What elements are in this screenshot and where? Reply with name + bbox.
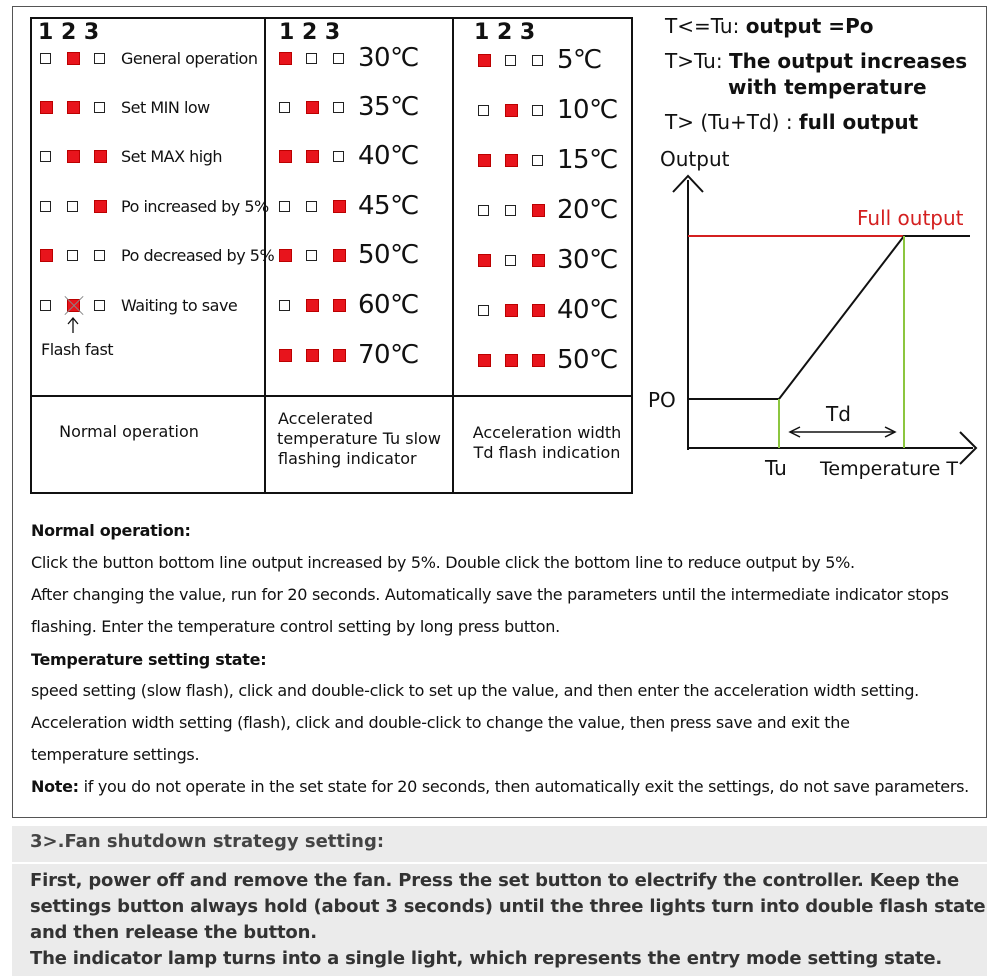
led-2 bbox=[505, 55, 516, 66]
led-2 bbox=[67, 101, 80, 114]
legend-text: T>Tu: bbox=[665, 49, 729, 73]
section-title: 3>.Fan shutdown strategy setting: bbox=[30, 831, 385, 852]
tu-row bbox=[279, 240, 419, 270]
led-3 bbox=[532, 204, 545, 217]
led-2 bbox=[505, 104, 518, 117]
caption-line: Accelerated bbox=[278, 409, 374, 428]
td-row bbox=[478, 95, 618, 125]
temperature-value: 30℃ bbox=[358, 43, 419, 73]
caption-line: temperature Tu slow bbox=[277, 429, 441, 448]
column-header-tu: 1 2 3 bbox=[279, 20, 341, 45]
mode-label: Set MIN low bbox=[121, 97, 210, 117]
led-2 bbox=[67, 250, 78, 261]
legend-bold: output =Po bbox=[745, 14, 874, 38]
led-2 bbox=[306, 150, 319, 163]
temperature-value: 40℃ bbox=[358, 141, 419, 171]
led-2 bbox=[67, 299, 80, 312]
temperature-value: 60℃ bbox=[358, 290, 419, 320]
mode-label: Po increased by 5% bbox=[121, 196, 269, 216]
temperature-value: 70℃ bbox=[358, 340, 419, 370]
led-2 bbox=[505, 255, 516, 266]
led-2 bbox=[505, 304, 518, 317]
legend-line-3 bbox=[665, 110, 918, 134]
led-2 bbox=[306, 349, 319, 362]
led-2 bbox=[306, 101, 319, 114]
output-temperature-graph bbox=[640, 140, 985, 490]
led-1 bbox=[478, 105, 489, 116]
td-row bbox=[478, 295, 618, 325]
tu-row bbox=[279, 340, 419, 370]
led-3 bbox=[94, 250, 105, 261]
led-1 bbox=[279, 249, 292, 262]
section-line: and then release the button. bbox=[30, 922, 317, 943]
section-line: First, power off and remove the fan. Press the set button to electrify the controller. Keep the bbox=[30, 870, 959, 891]
tu-row bbox=[279, 290, 419, 320]
tu-row bbox=[279, 92, 419, 122]
led-1 bbox=[478, 354, 491, 367]
led-3 bbox=[532, 254, 545, 267]
td-row bbox=[478, 145, 618, 175]
led-3 bbox=[94, 200, 107, 213]
led-3 bbox=[532, 304, 545, 317]
instruction-line: speed setting (slow flash), click and double-click to set up the value, and then enter the acceleration width setting. bbox=[31, 681, 919, 700]
caption-line: Td flash indication bbox=[473, 443, 621, 462]
temperature-value: 50℃ bbox=[358, 240, 419, 270]
mode-label: Set MAX high bbox=[121, 146, 223, 166]
legend-line-1 bbox=[665, 14, 873, 38]
mode-row bbox=[40, 47, 257, 69]
normal-operation-heading: Normal operation: bbox=[31, 521, 191, 540]
led-3 bbox=[333, 151, 344, 162]
instruction-line: flashing. Enter the temperature control setting by long press button. bbox=[31, 617, 560, 636]
led-2 bbox=[505, 205, 516, 216]
led-3 bbox=[94, 53, 105, 64]
led-3 bbox=[94, 102, 105, 113]
temperature-setting-heading: Temperature setting state: bbox=[31, 650, 267, 669]
tu-row bbox=[279, 191, 419, 221]
mode-row bbox=[40, 294, 237, 316]
led-3 bbox=[333, 249, 346, 262]
column-header-td: 1 2 3 bbox=[474, 20, 536, 45]
temperature-value: 40℃ bbox=[557, 295, 618, 325]
flash-fast-note: Flash fast bbox=[41, 340, 114, 359]
output-curve bbox=[688, 236, 970, 399]
legend-bold: The output increases bbox=[728, 49, 968, 73]
temperature-value: 20℃ bbox=[557, 195, 618, 225]
full-output-label: Full output bbox=[857, 206, 964, 230]
mode-row bbox=[40, 195, 269, 217]
led-3 bbox=[333, 349, 346, 362]
legend-line-2b bbox=[728, 75, 927, 99]
led-2 bbox=[505, 154, 518, 167]
led-2 bbox=[505, 354, 518, 367]
led-1 bbox=[478, 54, 491, 67]
caption-tu bbox=[266, 409, 452, 469]
section-line: settings button always hold (about 3 seconds) until the three lights turn into double flash state bbox=[30, 896, 986, 917]
td-row bbox=[478, 45, 602, 75]
led-1 bbox=[478, 305, 489, 316]
led-2 bbox=[67, 52, 80, 65]
led-1 bbox=[279, 150, 292, 163]
led-3 bbox=[333, 299, 346, 312]
mode-label: Po decreased by 5% bbox=[121, 245, 275, 265]
legend-bold: full output bbox=[798, 110, 919, 134]
instruction-line: Click the button bottom line output increased by 5%. Double click the bottom line to reduce output by 5%. bbox=[31, 553, 855, 572]
mode-row bbox=[40, 244, 274, 266]
up-arrow-icon bbox=[66, 316, 80, 334]
mode-label: Waiting to save bbox=[121, 295, 238, 315]
note-line bbox=[31, 777, 969, 796]
y-axis-label: Output bbox=[660, 147, 730, 171]
mode-label: General operation bbox=[121, 48, 258, 68]
led-2 bbox=[306, 53, 317, 64]
led-1 bbox=[40, 101, 53, 114]
legend-line-2 bbox=[665, 49, 967, 73]
led-1 bbox=[279, 52, 292, 65]
temperature-value: 35℃ bbox=[358, 92, 419, 122]
table-divider bbox=[32, 395, 631, 397]
table-divider bbox=[452, 19, 454, 492]
led-3 bbox=[532, 155, 543, 166]
td-row bbox=[478, 245, 618, 275]
led-1 bbox=[279, 349, 292, 362]
temperature-value: 10℃ bbox=[557, 95, 618, 125]
led-1 bbox=[478, 205, 489, 216]
led-1 bbox=[279, 300, 290, 311]
tu-row bbox=[279, 141, 419, 171]
legend-bold: with temperature bbox=[728, 75, 927, 99]
legend-text: T<=Tu: bbox=[665, 14, 746, 38]
led-3 bbox=[333, 200, 346, 213]
led-2 bbox=[306, 299, 319, 312]
section-line: The indicator lamp turns into a single light, which represents the entry mode setting state. bbox=[30, 948, 943, 969]
instruction-line: After changing the value, run for 20 seconds. Automatically save the parameters until the intermediate indicator stops bbox=[31, 585, 949, 604]
led-3 bbox=[94, 150, 107, 163]
led-2 bbox=[306, 201, 317, 212]
td-row bbox=[478, 345, 618, 375]
x-axis-label: Temperature T bbox=[820, 458, 959, 480]
instruction-line: temperature settings. bbox=[31, 745, 200, 764]
led-1 bbox=[478, 254, 491, 267]
led-3 bbox=[532, 354, 545, 367]
led-1 bbox=[40, 201, 51, 212]
led-1 bbox=[40, 53, 51, 64]
temperature-value: 5℃ bbox=[557, 45, 602, 75]
mode-row bbox=[40, 96, 210, 118]
caption-td bbox=[454, 423, 640, 463]
led-3 bbox=[532, 55, 543, 66]
note-label: Note: bbox=[31, 777, 79, 796]
td-label: Td bbox=[826, 402, 851, 426]
led-1 bbox=[279, 201, 290, 212]
temperature-value: 15℃ bbox=[557, 145, 618, 175]
led-1 bbox=[478, 154, 491, 167]
tu-row bbox=[279, 43, 419, 73]
td-row bbox=[478, 195, 618, 225]
legend-text: T> (Tu+Td) : bbox=[665, 110, 799, 134]
led-1 bbox=[40, 300, 51, 311]
led-2 bbox=[67, 201, 78, 212]
led-3 bbox=[333, 102, 344, 113]
caption-line: flashing indicator bbox=[278, 449, 417, 468]
led-1 bbox=[40, 249, 53, 262]
section-divider bbox=[12, 862, 987, 864]
caption-line: Acceleration width bbox=[472, 423, 622, 442]
column-header-normal: 1 2 3 bbox=[38, 20, 100, 45]
led-1 bbox=[279, 102, 290, 113]
temperature-value: 30℃ bbox=[557, 245, 618, 275]
temperature-value: 50℃ bbox=[557, 345, 618, 375]
caption-normal-operation: Normal operation bbox=[59, 422, 199, 441]
temperature-value: 45℃ bbox=[358, 191, 419, 221]
tu-label: Tu bbox=[765, 456, 787, 480]
led-3 bbox=[333, 53, 344, 64]
led-2 bbox=[306, 250, 317, 261]
mode-row bbox=[40, 145, 222, 167]
instruction-line: Acceleration width setting (flash), click and double-click to change the value, then press save and exit the bbox=[31, 713, 850, 732]
led-3 bbox=[532, 105, 543, 116]
led-1 bbox=[40, 151, 51, 162]
note-text: if you do not operate in the set state for 20 seconds, then automatically exit the settings, do not save parameters. bbox=[78, 777, 969, 796]
po-label: PO bbox=[648, 388, 676, 412]
led-2 bbox=[67, 150, 80, 163]
led-3 bbox=[94, 300, 105, 311]
